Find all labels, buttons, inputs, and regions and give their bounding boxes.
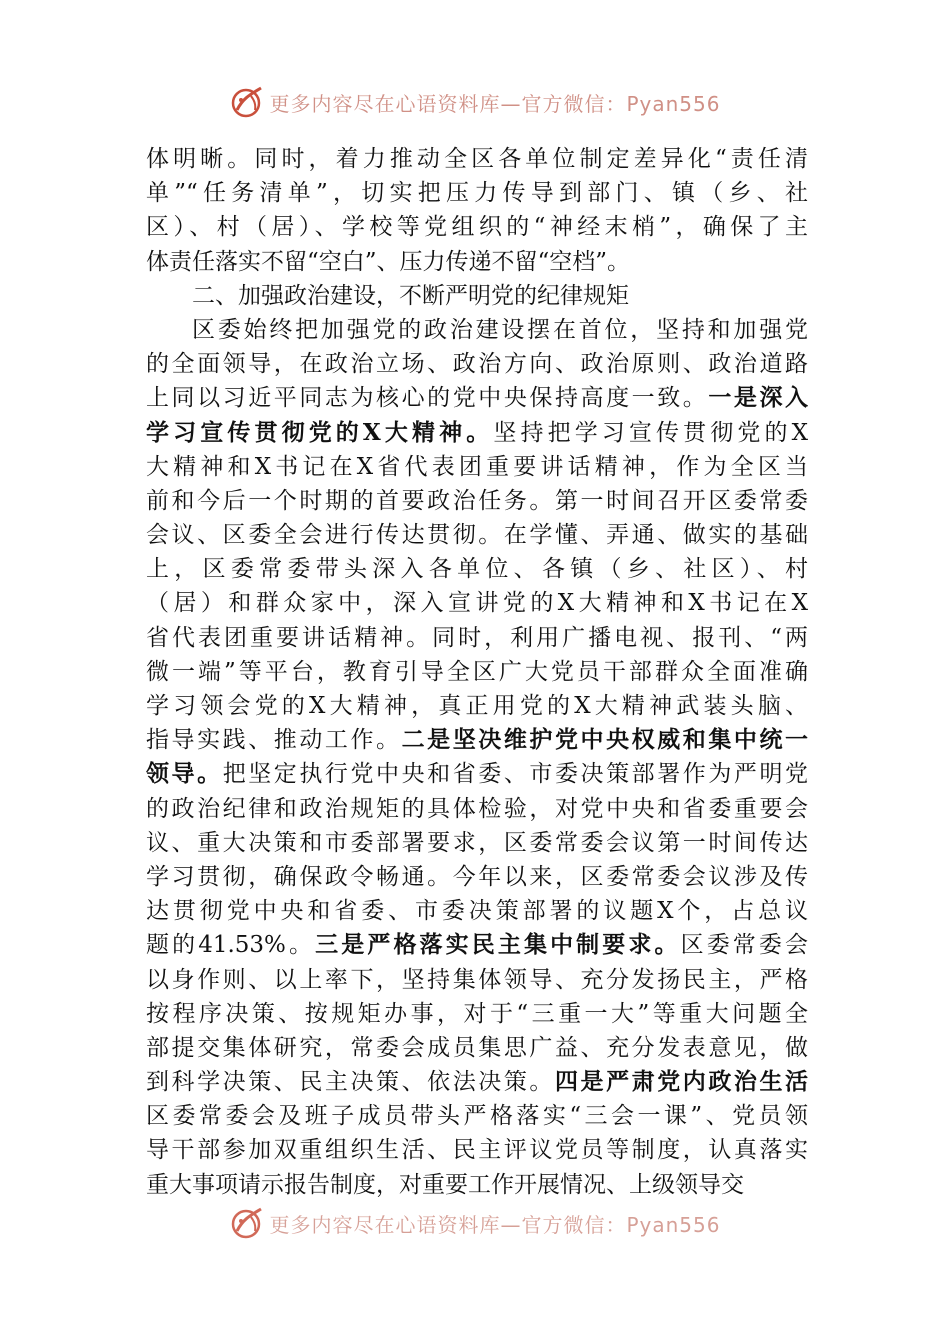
text-run: 单”“任务清单”，切实把压力传导到部门、镇（乡、社 <box>146 180 808 207</box>
watermark-logo-icon <box>229 1205 265 1241</box>
text-line <box>146 142 808 176</box>
text-run: 题的41.53%。 <box>146 932 316 959</box>
text-line <box>146 381 808 415</box>
text-run: 大精神和X书记在X省代表团重要讲话精神，作为全区当 <box>146 453 808 480</box>
text-run: 区委常委会及班子成员带头严格落实“三会一课”、党员领 <box>146 1103 808 1130</box>
text-line <box>146 484 808 518</box>
text-run: 区）、村（居）、学校等党组织的“神经末梢”，确保了主 <box>146 214 808 241</box>
text-run: 的全面领导，在政治立场、政治方向、政治原则、政治道路 <box>146 351 808 378</box>
watermark-text: 更多内容尽在心语资料库—官方微信：Pyan556 <box>269 1212 721 1237</box>
text-line <box>146 518 808 552</box>
text-line <box>146 1065 808 1099</box>
text-run: 学习领会党的X大精神，真正用党的X大精神武装头脑、 <box>146 693 808 719</box>
text-run: 二、加强政治建设，不断严明党的纪律规矩 <box>192 282 629 309</box>
text-run: 把坚定执行党中央和省委、市委决策部署作为严明党 <box>222 761 808 788</box>
text-line <box>146 245 808 279</box>
document-body <box>146 142 808 1217</box>
text-run: 上，区委常委带头深入各单位、各镇（乡、社区）、村 <box>146 556 808 583</box>
text-run: 到科学决策、民主决策、依法决策。 <box>146 1069 555 1096</box>
text-line <box>146 997 808 1031</box>
text-run: 区委始终把加强党的政治建设摆在首位，坚持和加强党 <box>192 316 808 343</box>
text-line <box>146 176 808 210</box>
text-line <box>146 655 808 689</box>
text-line <box>146 586 808 620</box>
text-run: 议、重大决策和市委部署要求，区委常委会议第一时间传达 <box>146 829 808 856</box>
text-run: 重大事项请示报告制度，对重要工作开展情况、上级领导交 <box>146 1171 744 1198</box>
text-line <box>146 1133 808 1167</box>
text-run: 指导实践、推动工作。 <box>146 727 402 754</box>
text-line <box>146 1031 808 1065</box>
text-run: 导干部参加双重组织生活、民主评议党员等制度，认真落实 <box>146 1137 808 1164</box>
watermark-logo-icon <box>229 84 265 120</box>
text-line <box>146 860 808 894</box>
watermark-header <box>0 82 950 122</box>
text-run: （居）和群众家中，深入宣讲党的X大精神和X书记在X <box>146 590 808 617</box>
text-line <box>146 894 808 928</box>
text-run: 学习贯彻，确保政令畅通。今年以来，区委常委会议涉及传 <box>146 863 808 890</box>
text-line <box>146 552 808 586</box>
watermark-footer <box>0 1203 950 1243</box>
text-run: 达贯彻党中央和省委、市委决策部署的议题X个，占总议 <box>146 898 808 925</box>
text-line <box>146 757 808 791</box>
text-run: 会议、区委全会进行传达贯彻。在学懂、弄通、做实的基础 <box>146 522 808 549</box>
text-run: 坚持把学习宣传贯彻党的X <box>493 419 808 446</box>
section-heading <box>146 279 808 313</box>
text-line <box>146 963 808 997</box>
text-run: 省代表团重要讲话精神。同时，利用广播电视、报刊、“两 <box>146 624 808 651</box>
text-run: 体明晰。同时，着力推动全区各单位制定差异化“责任清 <box>146 146 808 172</box>
text-line <box>146 347 808 381</box>
text-run: 以身作则、以上率下，坚持集体领导、充分发扬民主，严格 <box>146 966 808 993</box>
bold-phrase: 一是深入 <box>708 384 808 412</box>
text-line <box>146 450 808 484</box>
text-run: 的政治纪律和政治规矩的具体检验，对党中央和省委重要会 <box>146 795 808 822</box>
text-line <box>146 792 808 826</box>
watermark-text: 更多内容尽在心语资料库—官方微信：Pyan556 <box>269 91 721 116</box>
text-line <box>146 826 808 860</box>
text-line <box>146 210 808 244</box>
bold-phrase: 二是坚决维护党中央权威和集中统一 <box>401 726 808 754</box>
text-line <box>146 689 808 723</box>
bold-phrase: 四是严肃党内政治生活 <box>554 1068 808 1096</box>
text-run: 按程序决策、按规矩办事，对于“三重一大”等重大问题全 <box>146 1000 808 1027</box>
text-run: 微一端”等平台，教育引导全区广大党员干部群众全面准确 <box>146 658 808 685</box>
text-run: 部提交集体研究，常委会成员集思广益、充分发表意见，做 <box>146 1034 808 1061</box>
text-line <box>146 621 808 655</box>
text-line <box>146 1099 808 1133</box>
bold-phrase: 学习宣传贯彻党的X大精神。 <box>146 418 494 446</box>
text-line <box>146 416 808 450</box>
text-line <box>146 723 808 757</box>
bold-phrase: 领导。 <box>146 760 223 788</box>
text-line <box>146 1168 808 1202</box>
bold-phrase: 三是严格落实民主集中制要求。 <box>315 931 681 959</box>
text-run: 区委常委会 <box>680 932 808 959</box>
text-line <box>146 313 808 347</box>
text-run: 前和今后一个时期的首要政治任务。第一时间召开区委常委 <box>146 487 808 514</box>
text-run: 体责任落实不留“空白”、压力传递不留“空档”。 <box>146 248 631 275</box>
text-run: 上同以习近平同志为核心的党中央保持高度一致。 <box>146 385 709 412</box>
text-line <box>146 928 808 962</box>
